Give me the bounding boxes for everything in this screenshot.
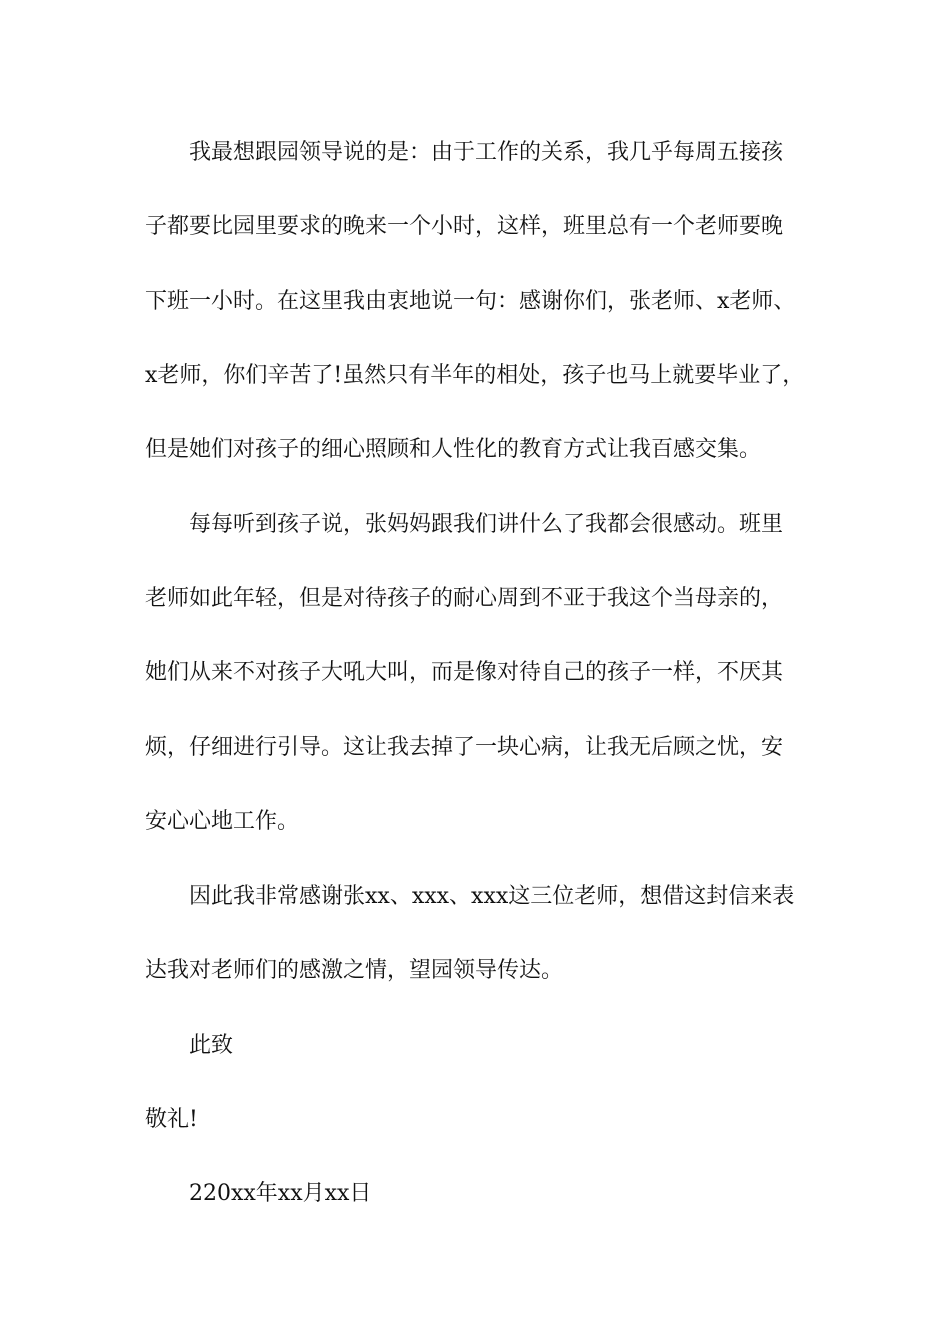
paragraph-2-line-2 (0, 583, 950, 615)
letter-salutation (0, 1104, 950, 1136)
paragraph-1-line-3 (0, 286, 950, 318)
text-line: 老师如此年轻，但是对待孩子的耐心周到不亚于我这个当母亲的， (145, 586, 784, 611)
salutation-text: 敬礼! (145, 1107, 198, 1132)
paragraph-2-line-3 (0, 657, 950, 689)
paragraph-1-line-4 (0, 360, 950, 392)
text-line: 达我对老师们的感激之情，望园领导传达。 (145, 958, 564, 983)
text-line: 我最想跟园领导说的是：由于工作的关系，我几乎每周五接孩 (189, 140, 784, 165)
text-line: 因此我非常感谢张xx、xxx、xxx这三位老师，想借这封信来表 (189, 884, 795, 909)
text-line: x老师，你们辛苦了!虽然只有半年的相处，孩子也马上就要毕业了， (145, 363, 805, 388)
text-line: 安心心地工作。 (145, 809, 300, 834)
date-text: 220xx年xx月xx日 (189, 1181, 372, 1206)
text-line: 下班一小时。在这里我由衷地说一句：感谢你们，张老师、x老师、 (145, 289, 796, 314)
closing-text: 此致 (189, 1033, 234, 1058)
paragraph-1-line-5 (0, 434, 950, 466)
paragraph-3-line-2 (0, 955, 950, 987)
text-line: 每每听到孩子说，张妈妈跟我们讲什么了我都会很感动。班里 (189, 512, 784, 537)
paragraph-1-line-2 (0, 211, 950, 243)
paragraph-3-line-1 (0, 881, 950, 913)
letter-date (0, 1178, 950, 1210)
paragraph-2-line-4 (0, 732, 950, 764)
paragraph-2-line-5 (0, 806, 950, 838)
text-line: 子都要比园里要求的晚来一个小时，这样，班里总有一个老师要晚 (145, 214, 784, 239)
text-line: 她们从来不对孩子大吼大叫，而是像对待自己的孩子一样，不厌其 (145, 660, 784, 685)
text-line: 但是她们对孩子的细心照顾和人性化的教育方式让我百感交集。 (145, 437, 762, 462)
letter-closing (0, 1030, 950, 1062)
text-line: 烦，仔细进行引导。这让我去掉了一块心病，让我无后顾之忧，安 (145, 735, 784, 760)
paragraph-2-line-1 (0, 509, 950, 541)
paragraph-1-line-1 (0, 137, 950, 169)
